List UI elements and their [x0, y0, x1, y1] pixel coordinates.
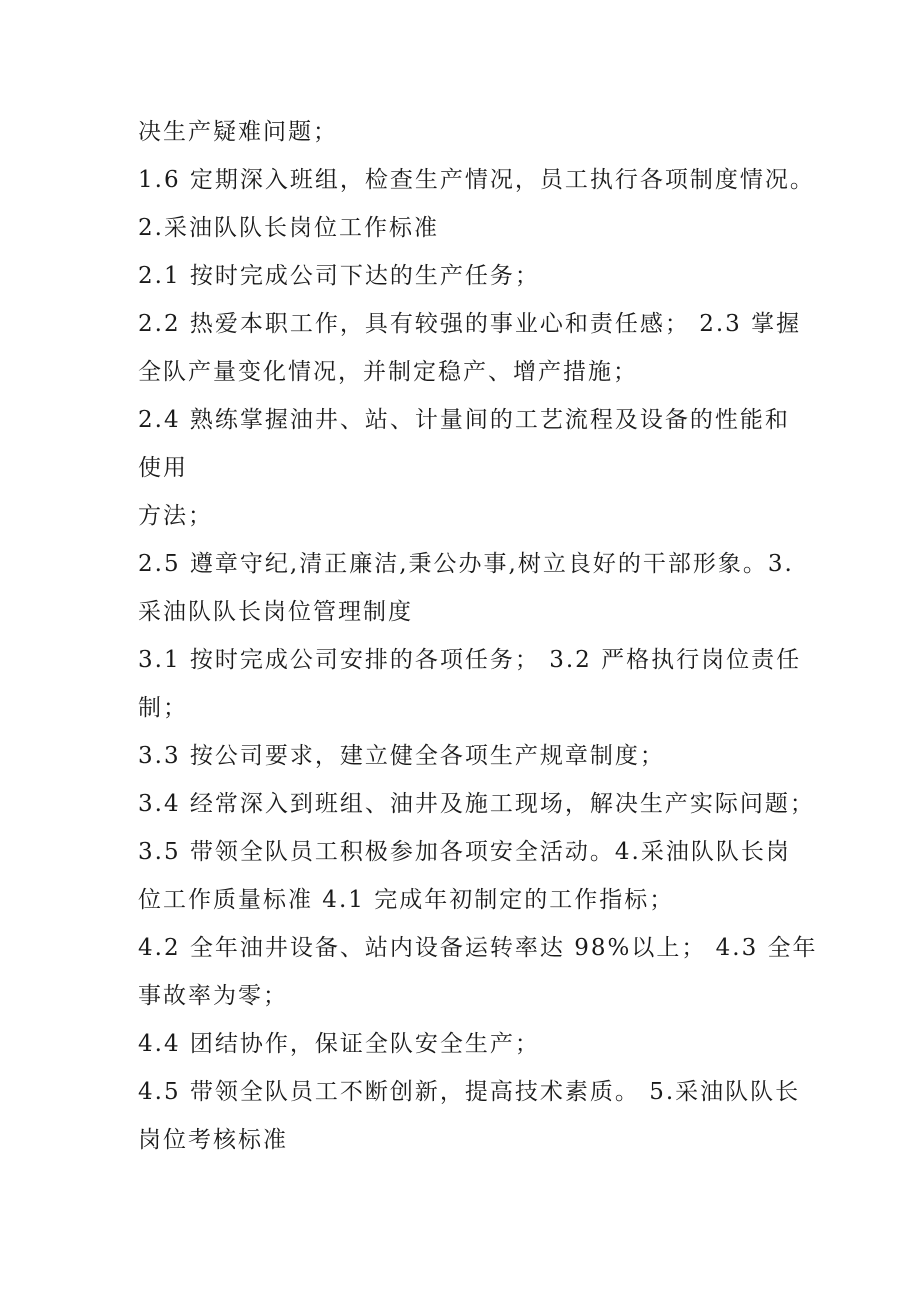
- text-line: 2.4 熟练掌握油井、站、计量间的工艺流程及设备的性能和: [138, 407, 790, 433]
- text-line: 事故率为零；: [138, 983, 288, 1009]
- text-line: 3.4 经常深入到班组、油井及施工现场，解决生产实际问题；: [138, 791, 815, 817]
- text-line: 2.5 遵章守纪,清正廉洁,秉公办事,树立良好的干部形象。3.: [138, 551, 794, 577]
- text-line: 位工作质量标准 4.1 完成年初制定的工作指标；: [138, 887, 675, 913]
- section-heading: 2.采油队队长岗位工作标准: [138, 215, 439, 241]
- text-line: 制；: [138, 695, 188, 721]
- text-line: 3.5 带领全队员工积极参加各项安全活动。4.采油队队长岗: [138, 839, 791, 865]
- text-line: 3.3 按公司要求，建立健全各项生产规章制度；: [138, 743, 665, 769]
- text-line: 决生产疑难问题；: [138, 119, 338, 145]
- text-line: 4.4 团结协作，保证全队安全生产；: [138, 1031, 540, 1057]
- text-line: 2.1 按时完成公司下达的生产任务；: [138, 263, 540, 289]
- section-heading: 采油队队长岗位管理制度: [138, 599, 413, 625]
- text-line: 2.2 热爱本职工作，具有较强的事业心和责任感； 2.3 掌握: [138, 311, 802, 337]
- text-line: 全队产量变化情况，并制定稳产、增产措施；: [138, 359, 638, 385]
- text-line: 1.6 定期深入班组，检查生产情况，员工执行各项制度情况。: [138, 167, 815, 193]
- text-line: 使用: [138, 455, 188, 481]
- text-line: 方法；: [138, 503, 213, 529]
- section-heading: 岗位考核标准: [138, 1127, 288, 1153]
- text-line: 4.5 带领全队员工不断创新，提高技术素质。 5.采油队队长: [138, 1079, 801, 1105]
- text-line: 4.2 全年油井设备、站内设备运转率达 98%以上； 4.3 全年: [138, 935, 818, 961]
- text-line: 3.1 按时完成公司安排的各项任务； 3.2 严格执行岗位责任: [138, 647, 802, 673]
